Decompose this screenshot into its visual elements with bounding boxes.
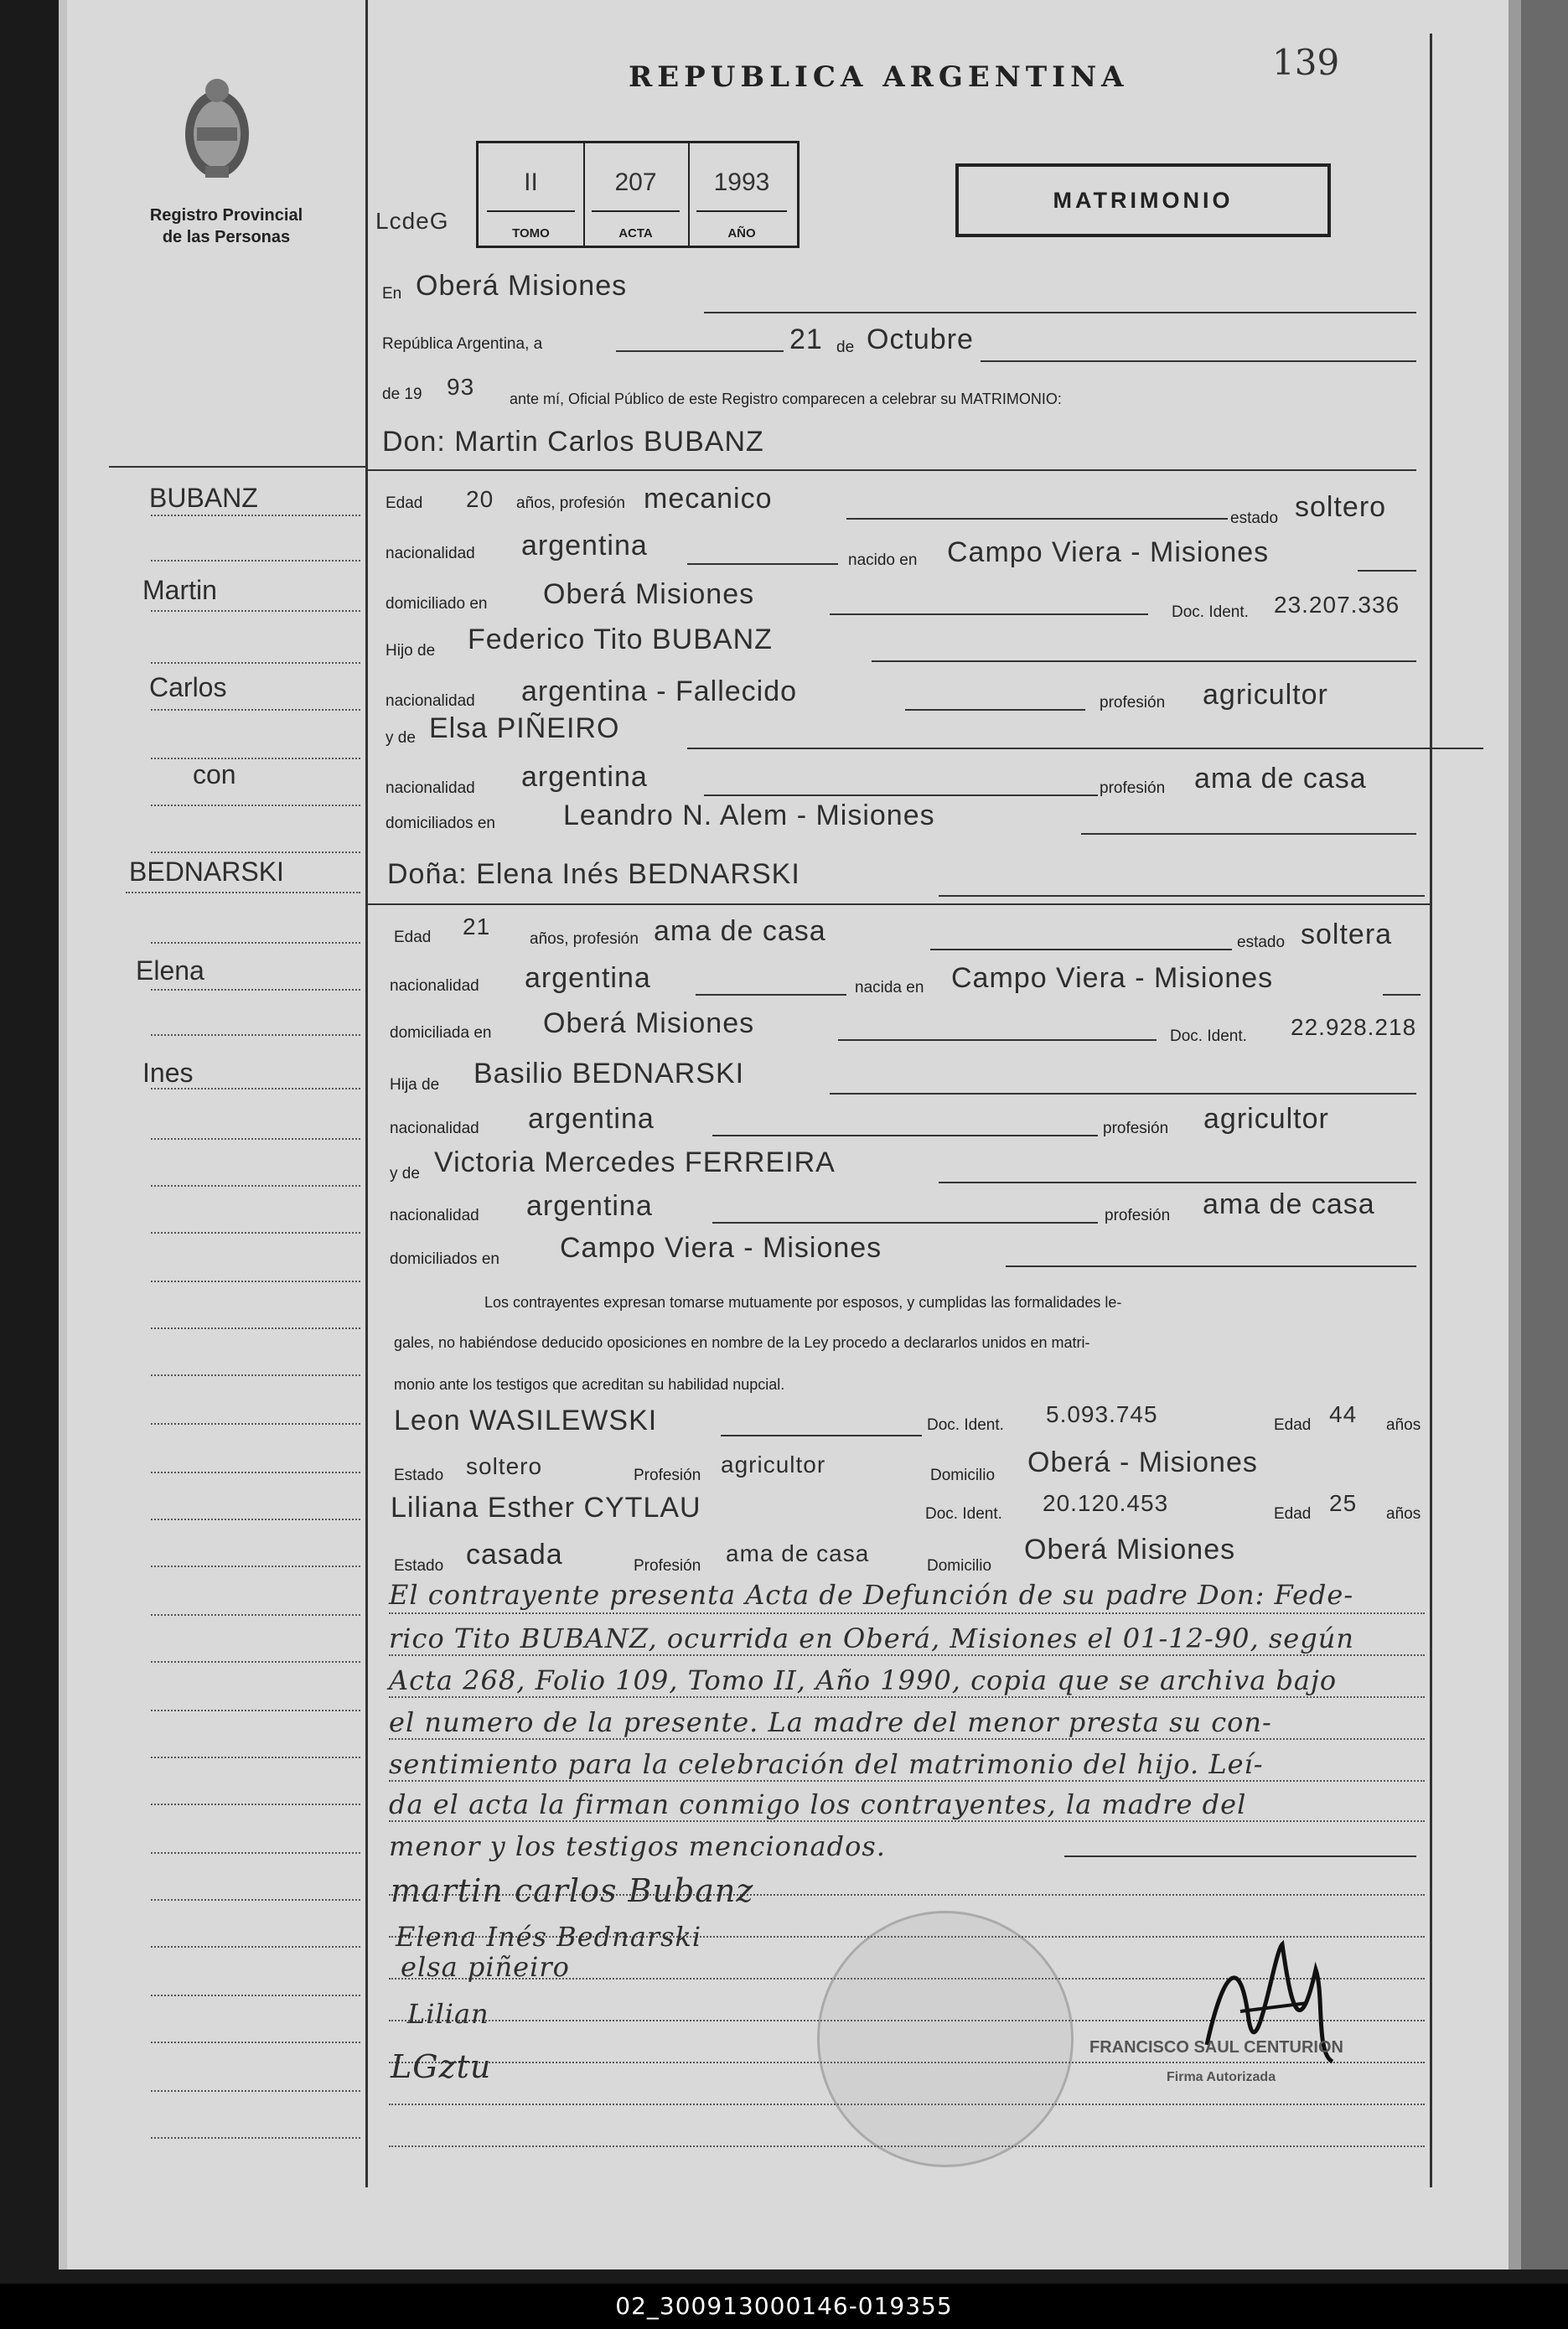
bride-mother-label: y de bbox=[390, 1165, 420, 1183]
witness-1-name: Leon WASILEWSKI bbox=[394, 1405, 658, 1436]
witness-1-profesion-label: Profesión bbox=[634, 1467, 701, 1484]
bride-doc-label: Doc. Ident. bbox=[1170, 1027, 1247, 1045]
registry-name bbox=[126, 204, 327, 248]
groom-mother-nacionalidad-label: nacionalidad bbox=[386, 779, 475, 797]
groom-father-profession: agricultor bbox=[1203, 679, 1328, 711]
official-name: FRANCISCO SAUL CENTURION bbox=[1089, 2038, 1343, 2057]
witness-2-doc-label: Doc. Ident. bbox=[925, 1505, 1002, 1523]
record-type-box: MATRIMONIO bbox=[955, 163, 1331, 237]
margin-surname-groom: BUBANZ bbox=[149, 483, 258, 513]
anio-cell bbox=[688, 143, 795, 246]
groom-birthplace: Campo Viera - Misiones bbox=[947, 536, 1270, 568]
official-stamp bbox=[817, 1911, 1074, 2167]
tomo-acta-anio-box bbox=[476, 141, 800, 248]
witness-1-doc-id: 5.093.745 bbox=[1046, 1401, 1158, 1427]
witness-2-profesion-label: Profesión bbox=[634, 1557, 701, 1575]
binding-edge bbox=[59, 0, 67, 2269]
groom-mother: Elsa PIÑEIRO bbox=[429, 712, 620, 744]
groom-nationality: argentina bbox=[521, 530, 648, 562]
bride-anios-profesion-label: años, profesión bbox=[530, 930, 639, 948]
groom-civil-status: soltero bbox=[1295, 491, 1387, 523]
margin-surname-bride: BEDNARSKI bbox=[129, 857, 284, 887]
groom-father-label: Hijo de bbox=[386, 642, 436, 660]
note-line-6: da el acta la firman conmigo los contrayentes, la madre del bbox=[389, 1788, 1247, 1820]
witness-1-domicilio-label: Domicilio bbox=[930, 1467, 996, 1484]
declaration-line-1: Los contrayentes expresan tomarse mutuamente por esposos, y cumplidas las formalidades le- bbox=[484, 1294, 1122, 1311]
intro-statement: ante mí, Oficial Público de este Registro comparecen a celebrar su MATRIMONIO: bbox=[510, 391, 1062, 407]
groom-domicile: Oberá Misiones bbox=[543, 578, 755, 610]
tomo-label: TOMO bbox=[512, 226, 550, 241]
year-suffix: 93 bbox=[447, 374, 475, 400]
registry-line-2: de las Personas bbox=[162, 228, 291, 246]
official-title: Firma Autorizada bbox=[1167, 2070, 1276, 2084]
groom-doc-id: 23.207.336 bbox=[1274, 592, 1400, 618]
signature-witness-2: LGztu bbox=[391, 2048, 492, 2085]
country-title: REPUBLICA ARGENTINA bbox=[629, 60, 1129, 94]
place: Oberá Misiones bbox=[416, 270, 628, 302]
signature-mother: elsa piñeiro bbox=[401, 1951, 570, 1983]
bride-estado-label: estado bbox=[1237, 934, 1286, 951]
de-label: de bbox=[836, 339, 855, 356]
witness-1-status: soltero bbox=[466, 1453, 543, 1479]
acta-cell bbox=[583, 143, 690, 246]
acta-value: 207 bbox=[614, 168, 657, 196]
bride-father-nationality: argentina bbox=[528, 1103, 655, 1135]
footer-image-id: 02_300913000146-019355 bbox=[0, 2284, 1568, 2329]
witness-2-status: casada bbox=[466, 1539, 563, 1571]
groom-father: Federico Tito BUBANZ bbox=[468, 624, 773, 655]
bride-full-name: Doña: Elena Inés BEDNARSKI bbox=[387, 858, 800, 890]
note-line-5: sentimiento para la celebración del matrimonio del hijo. Leí- bbox=[389, 1748, 1264, 1780]
signature-witness-1: Lilian bbox=[407, 1998, 489, 2030]
page-number: 139 bbox=[1272, 42, 1340, 83]
month: Octubre bbox=[867, 323, 974, 355]
book-edge bbox=[1521, 0, 1568, 2269]
note-line-2: rico Tito BUBANZ, ocurrida en Oberá, Misiones el 01-12-90, según bbox=[389, 1623, 1354, 1654]
groom-mother-nationality: argentina bbox=[521, 761, 648, 793]
groom-nacido-label: nacido en bbox=[848, 551, 918, 569]
groom-parents-domicile: Leandro N. Alem - Misiones bbox=[563, 800, 935, 831]
year-prefix: de 19 bbox=[382, 386, 422, 403]
bride-edad-label: Edad bbox=[394, 929, 432, 946]
note-line-4: el numero de la presente. La madre del menor presta su con- bbox=[389, 1706, 1272, 1738]
groom-father-nationality: argentina - Fallecido bbox=[521, 675, 798, 707]
anio-label: AÑO bbox=[727, 226, 756, 241]
margin-given-name-2: Carlos bbox=[149, 672, 227, 702]
official-signature-icon bbox=[1190, 1919, 1341, 2087]
margin-bride-name-2: Ines bbox=[142, 1058, 194, 1088]
book-code: LcdeG bbox=[375, 208, 449, 234]
groom-full-name: Don: Martin Carlos BUBANZ bbox=[382, 426, 764, 458]
day: 21 bbox=[789, 323, 823, 355]
witness-1-doc-label: Doc. Ident. bbox=[927, 1416, 1004, 1434]
bride-domicilio-label: domiciliada en bbox=[390, 1024, 492, 1042]
bride-parents-domicile: Campo Viera - Misiones bbox=[560, 1232, 882, 1264]
witness-2-domicilio-label: Domicilio bbox=[927, 1557, 992, 1575]
groom-mother-profesion-label: profesión bbox=[1100, 779, 1166, 797]
groom-father-profesion-label: profesión bbox=[1100, 694, 1166, 712]
margin-rule bbox=[365, 0, 368, 2187]
margin-given-name-1: Martin bbox=[142, 575, 217, 605]
witness-2-edad-label: Edad bbox=[1274, 1505, 1312, 1523]
groom-profession: mecanico bbox=[644, 483, 773, 515]
bride-father-profession: agricultor bbox=[1203, 1103, 1329, 1135]
witness-2-doc-id: 20.120.453 bbox=[1043, 1490, 1169, 1516]
bride-age: 21 bbox=[463, 913, 491, 939]
signature-bride: Elena Inés Bednarski bbox=[396, 1921, 702, 1953]
bride-father-profesion-label: profesión bbox=[1103, 1120, 1169, 1137]
witness-1-anios-label: años bbox=[1386, 1416, 1421, 1434]
declaration-line-2: gales, no habiéndose deducido oposiciones en nombre de la Ley procedo a declararlos unidos en matri- bbox=[394, 1334, 1090, 1351]
groom-anios-profesion-label: años, profesión bbox=[516, 494, 625, 512]
note-line-7: menor y los testigos mencionados. bbox=[389, 1830, 886, 1862]
republica-label: República Argentina, a bbox=[382, 335, 543, 353]
bride-father-nacionalidad-label: nacionalidad bbox=[390, 1120, 479, 1137]
bride-mother-profession: ama de casa bbox=[1203, 1188, 1375, 1220]
bride-father: Basilio BEDNARSKI bbox=[474, 1058, 745, 1089]
witness-2-estado-label: Estado bbox=[394, 1557, 444, 1575]
bride-profession: ama de casa bbox=[654, 915, 826, 947]
note-line-1: El contrayente presenta Acta de Defunción de su padre Don: Fede- bbox=[389, 1579, 1354, 1611]
groom-mother-profession: ama de casa bbox=[1194, 763, 1367, 794]
groom-estado-label: estado bbox=[1230, 510, 1279, 527]
note-line-3: Acta 268, Folio 109, Tomo II, Año 1990, copia que se archiva bajo bbox=[389, 1664, 1338, 1696]
bride-mother-nationality: argentina bbox=[526, 1190, 653, 1222]
bride-doc-id: 22.928.218 bbox=[1291, 1014, 1417, 1040]
witness-2-domicile: Oberá Misiones bbox=[1024, 1534, 1236, 1566]
bride-mother-profesion-label: profesión bbox=[1105, 1207, 1171, 1224]
groom-mother-label: y de bbox=[386, 729, 416, 747]
witness-1-age: 44 bbox=[1329, 1401, 1358, 1427]
bride-nationality: argentina bbox=[525, 962, 651, 994]
witness-1-edad-label: Edad bbox=[1274, 1416, 1312, 1434]
acta-label: ACTA bbox=[618, 226, 653, 241]
bride-nacida-label: nacida en bbox=[855, 979, 924, 996]
bride-birthplace: Campo Viera - Misiones bbox=[951, 962, 1274, 994]
bride-civil-status: soltera bbox=[1301, 919, 1393, 950]
bride-mother: Victoria Mercedes FERREIRA bbox=[434, 1146, 836, 1178]
en-label: En bbox=[382, 285, 402, 303]
witness-1-profession: agricultor bbox=[721, 1452, 826, 1478]
tomo-value: II bbox=[524, 168, 538, 196]
margin-con: con bbox=[193, 759, 236, 789]
signature-groom: martin carlos Bubanz bbox=[391, 1872, 754, 1909]
witness-1-estado-label: Estado bbox=[394, 1467, 444, 1484]
groom-father-nacionalidad-label: nacionalidad bbox=[386, 692, 475, 710]
bride-mother-nacionalidad-label: nacionalidad bbox=[390, 1207, 479, 1224]
right-rule bbox=[1430, 34, 1432, 2187]
registry-line-1: Registro Provincial bbox=[149, 206, 303, 225]
witness-2-anios-label: años bbox=[1386, 1505, 1421, 1523]
tomo-cell bbox=[479, 143, 585, 246]
groom-age: 20 bbox=[466, 486, 494, 512]
witness-2-name: Liliana Esther CYTLAU bbox=[391, 1492, 701, 1524]
declaration-line-3: monio ante los testigos que acreditan su habilidad nupcial. bbox=[394, 1376, 785, 1393]
witness-2-age: 25 bbox=[1329, 1490, 1358, 1516]
bride-domicile: Oberá Misiones bbox=[543, 1007, 755, 1039]
witness-1-domicile: Oberá - Misiones bbox=[1027, 1447, 1258, 1478]
bride-parents-domicile-label: domiciliados en bbox=[390, 1250, 499, 1268]
bride-nacionalidad-label: nacionalidad bbox=[390, 977, 479, 995]
groom-nacionalidad-label: nacionalidad bbox=[386, 545, 475, 562]
groom-doc-label: Doc. Ident. bbox=[1172, 603, 1249, 621]
margin-bride-name-1: Elena bbox=[136, 955, 204, 986]
anio-value: 1993 bbox=[713, 168, 770, 196]
bride-father-label: Hija de bbox=[390, 1076, 440, 1094]
witness-2-profession: ama de casa bbox=[726, 1540, 870, 1566]
coat-of-arms-icon bbox=[180, 75, 254, 184]
groom-edad-label: Edad bbox=[386, 494, 423, 512]
groom-domicilio-label: domiciliado en bbox=[386, 595, 488, 613]
groom-parents-domicile-label: domiciliados en bbox=[386, 815, 495, 832]
